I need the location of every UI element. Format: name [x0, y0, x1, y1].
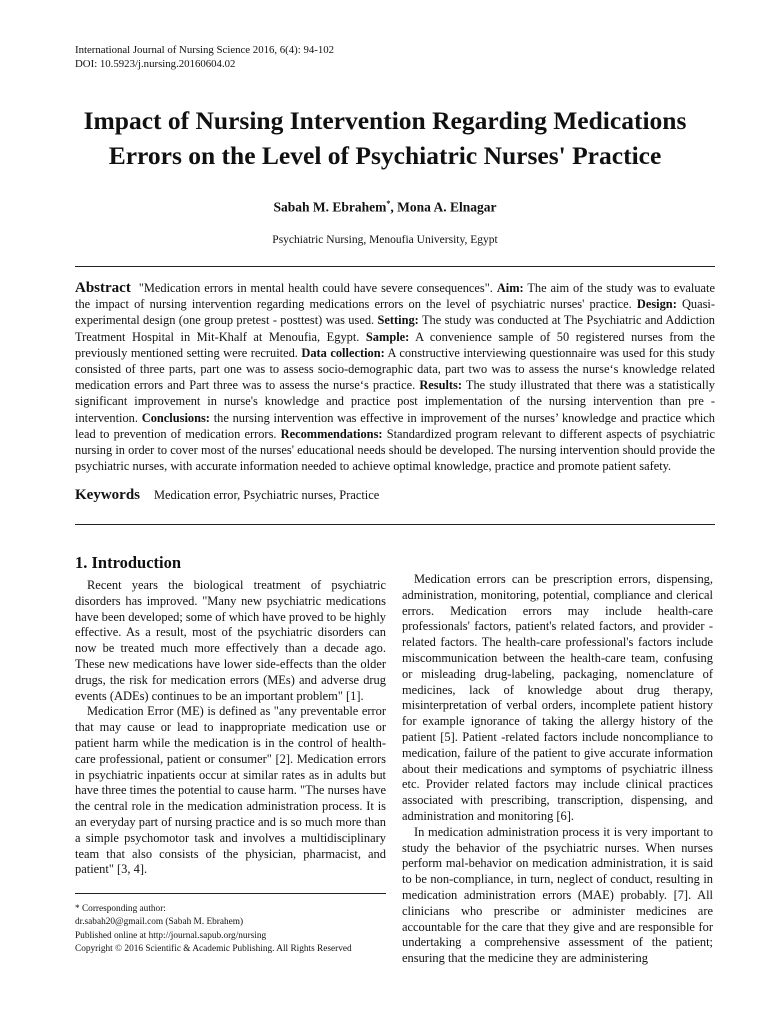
footnote-copyright: Copyright © 2016 Scientific & Academic Publishing. All Rights Reserved [75, 944, 352, 955]
divider-top [75, 266, 715, 267]
footnote [75, 903, 395, 957]
author-list [0, 199, 770, 216]
abstract-design-label: Design: [636, 297, 677, 312]
paper-title [60, 103, 710, 173]
abstract-recommendations: Standardized program relevant to different aspects of psychiatric nursing in order to cover most of the nurses' educational needs should be developed. The nursing intervention should provide the psychiatric nurses, with accurate information needed to achieve optimal knowledge, practice and promote patient safety. [75, 426, 715, 474]
abstract-data-label: Data collection: [301, 345, 385, 360]
abstract-aim: The aim of the study was to evaluate the impact of nursing intervention regarding medications errors on the level of psychiatric nurses' practice. [75, 281, 715, 312]
abstract-data: A constructive interviewing questionnaire was used for this study consisted of three parts, part one was to assess socio-demographic data, part two was to assess the nurse‘s knowledge related medication errors and Part three was to assess the nurse‘s practice. [75, 345, 715, 393]
abstract [75, 280, 715, 474]
affiliation: Psychiatric Nursing, Menoufia University, Egypt [272, 234, 498, 246]
abstract-results-label: Results: [419, 378, 463, 393]
keywords-text: Medication error, Psychiatric nurses, Practice [154, 488, 380, 502]
keywords-heading: Keywords [75, 487, 140, 503]
paragraph: In medication administration process it is very important to study the behavior of the psychiatric nurses. When nurses perform mal-behavior on medication administration, it is said to be non-compliance, in turn, neglect of conduct, resulting in medication administration errors (MAE) probably. [7]. All clinicians who prescribe or administer medicines are accountable for the care that they give and are responsible for undertaking a comprehensive assessment of the patient; ensuring that the medicine they are administering [402, 824, 713, 966]
abstract-recommendations-label: Recommendations: [280, 426, 383, 441]
title-line-1: Impact of Nursing Intervention Regarding Medications [83, 106, 687, 135]
abstract-intro: "Medication errors in mental health could have severe consequences". [138, 281, 497, 295]
author-1: Sabah M. Ebrahem [273, 199, 387, 215]
footnote-published: Published online at http://journal.sapub.org/nursing [75, 930, 267, 941]
section-title: 1. Introduction [75, 553, 182, 572]
paragraph: Medication errors can be prescription errors, dispensing, administration, monitoring, potential, compliance and clerical errors. Medication errors may include health-care professionals' factors, patient's related factors, and provider -related factors. The health-care professional's factors include miscommunication between the health-care team, confusing or misleading drug-labeling, packaging, nomenclature of medicines, lack of knowledge about drug therapy, misinterpretation of verbal orders, incomplete patient history for example ignorance of taking the allergy history of the patient [5]. Patient -related factors include noncompliance to medication, failure of the patient to give accurate information about their medications and symptoms of psychiatric illness etc. Provider related factors may include clinical practices associated with prescribing, transcription, dispensing, and administration and monitoring [6]. [402, 572, 713, 823]
abstract-aim-label: Aim: [496, 281, 524, 295]
abstract-sample: A convenience sample of 50 registered nurses from the previously mentioned setting were recruited. [75, 329, 716, 360]
journal-header [75, 43, 334, 71]
left-column [75, 578, 386, 878]
abstract-design: Quasi-experimental design (one group pretest - posttest) was used. [75, 297, 715, 328]
journal-doi: DOI: 10.5923/j.nursing.20160604.02 [75, 58, 236, 70]
keywords [75, 487, 715, 504]
paragraph: Recent years the biological treatment of psychiatric disorders has improved. "Many new psychiatric medications have been developed; some of which have proved to be highly effective. As a result, most of the psychiatric disorders can now be treated much more effectively than a decade ago. These new medications have lower side-effects than the older drugs, the risk for medication errors (MEs) and adverse drug events (ADEs) continues to be an important problem" [1]. [75, 578, 386, 703]
corresponding-mark: * [386, 199, 391, 208]
footnote-divider [75, 893, 386, 894]
journal-citation: International Journal of Nursing Science 2016, 6(4): 94-102 [75, 44, 335, 56]
abstract-conclusions: the nursing intervention was effective in improvement of the nurses’ knowledge and practice which lead to prevention of medication errors. [75, 410, 715, 441]
right-column [402, 572, 713, 967]
title-line-2: Errors on the Level of Psychiatric Nurses' Practice [108, 141, 662, 170]
abstract-results: The study illustrated that there was a statistically significant improvement in nurse's knowledge and practice post implementation of the nursing intervention than pre - intervention. [75, 378, 715, 425]
footnote-email: dr.sabah20@gmail.com (Sabah M. Ebrahem) [75, 917, 244, 928]
abstract-heading: Abstract [75, 280, 131, 296]
abstract-setting-label: Setting: [377, 313, 419, 328]
divider-bottom [75, 524, 715, 525]
abstract-setting: The study was conducted at The Psychiatric and Addiction Treatment Hospital in Mit-Khalf at Menoufia, Egypt. [75, 313, 715, 344]
abstract-conclusions-label: Conclusions: [141, 410, 210, 425]
abstract-sample-label: Sample: [365, 329, 410, 344]
author-2: , Mona A. Elnagar [390, 199, 497, 215]
footnote-corresponding: * Corresponding author: [75, 904, 166, 914]
paragraph: Medication Error (ME) is defined as "any preventable error that may cause or lead to inappropriate medication use or patient harm while the medication is in the control of health-care professional, patient or consumer" [2]. Medication errors in psychiatric inpatients occur at similar rates as in adults but have three times the potential to cause harm. "The nurses have the central role in the medication administration process. It is an everyday part of nursing practice and is so much more than a simple psychomotor task and involves a multidisciplinary team that also consists of the physician, pharmacist, and patient" [3, 4]. [75, 704, 386, 877]
